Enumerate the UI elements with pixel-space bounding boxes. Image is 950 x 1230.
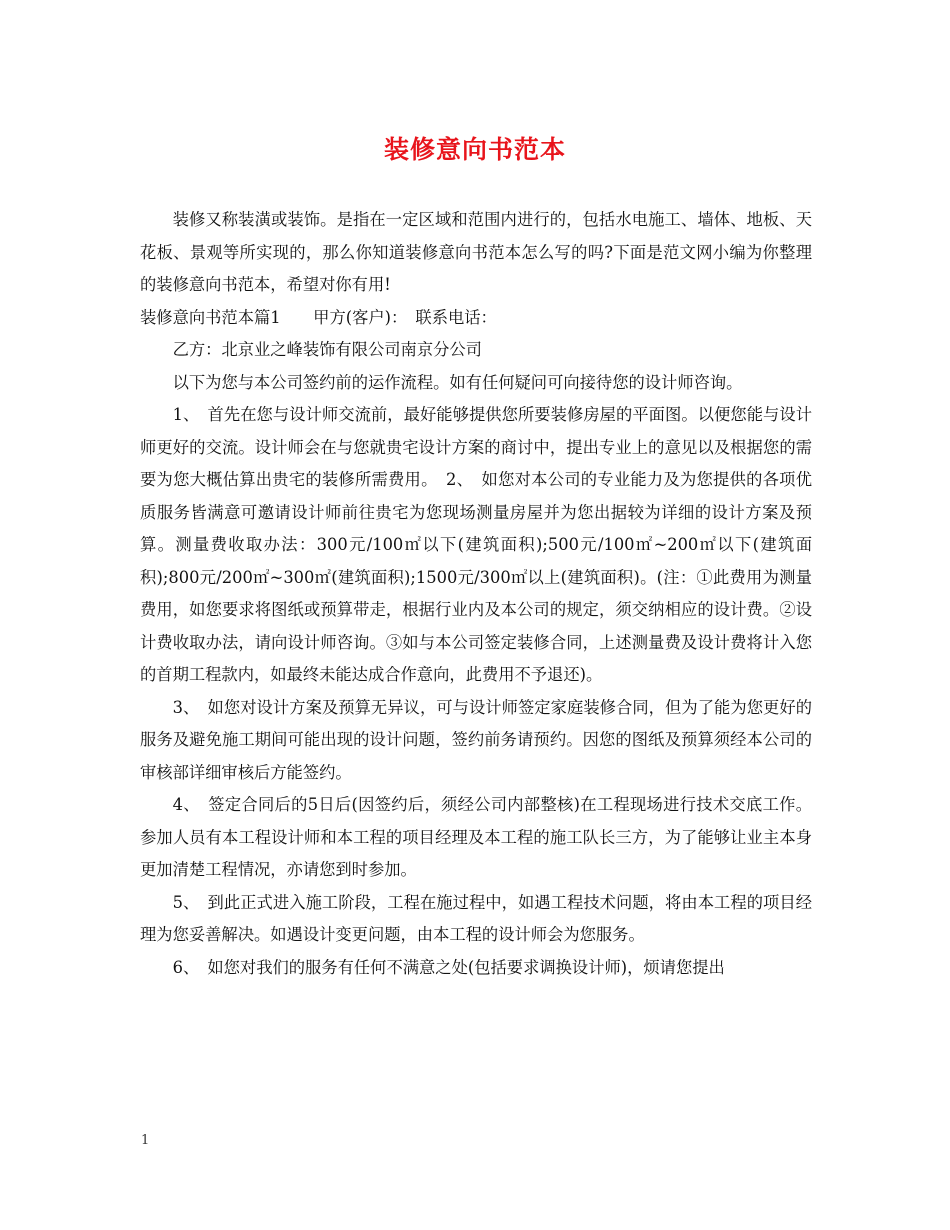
paragraph-step-4: 4、 签定合同后的5日后(因签约后，须经公司内部整核)在工程现场进行技术交底工作。参加人员有本工程设计师和本工程的项目经理及本工程的施工队长三方，为了能够让业主本身更加清楚工程情况，亦请您到时参加。 [140,795,812,879]
page-number: 1 [141,1133,150,1148]
paragraph-step-6: 6、 如您对我们的服务有任何不满意之处(包括要求调换设计师)，烦请您提出 [172,957,725,977]
paragraph-intro: 装修又称装潢或装饰。是指在一定区域和范围内进行的，包括水电施工、墙体、地板、天花板、景观等所实现的，那么你知道装修意向书范本怎么写的吗?下面是范文网小编为你整理的装修意向书范本，希望对你有用! [140,210,812,294]
paragraph-step-3: 3、 如您对设计方案及预算无异议，可与设计师签定家庭装修合同，但为了能为您更好的服务及避免施工期间可能出现的设计问题，签约前务请预约。因您的图纸及预算须经本公司的审核部详细审核后方能签约。 [140,697,812,782]
paragraph-step-1-2: 1、 首先在您与设计师交流前，最好能够提供您所要装修房屋的平面图。以便您能与设计师更好的交流。设计师会在与您就贵宅设计方案的商讨中，提出专业上的意见以及根据您的需要为您大概估算出贵宅的装修所需费用。 2、 如您对本公司的专业能力及为您提供的各项优质服务皆满意可邀请设计师前往贵宅为您现场测量房屋并为您出据较为详细的设计方案及预算。测量费收取办法：300元/100㎡以下(建筑面积);500元/100㎡~200㎡以下(建筑面积);800元/200㎡~300㎡(建筑面积);1500元/300㎡以上(建筑面积)。(注：①此费用为测量费用，如您要求将图纸或预算带走，根据行业内及本公司的规定，须交纳相应的设计费。②设计费收取办法，请向设计师咨询。③如与本公司签定装修合同，上述测量费及设计费将计入您的首期工程款内，如最终未能达成合作意向，此费用不予退还)。 [140,405,812,684]
paragraph-step-5: 5、 到此正式进入施工阶段，工程在施过程中，如遇工程技术问题，将由本工程的项目经理为您妥善解决。如遇设计变更问题，由本工程的设计师会为您服务。 [140,892,812,944]
document-title: 装修意向书范本 [383,135,566,164]
paragraph-party-b: 乙方：北京业之峰装饰有限公司南京分公司 [172,340,482,359]
document-body [140,204,812,984]
paragraph-process-intro: 以下为您与本公司签约前的运作流程。如有任何疑问可向接待您的设计师咨询。 [172,372,743,392]
paragraph-contract-header: 装修意向书范本篇1 甲方(客户)： 联系电话： [140,307,497,327]
